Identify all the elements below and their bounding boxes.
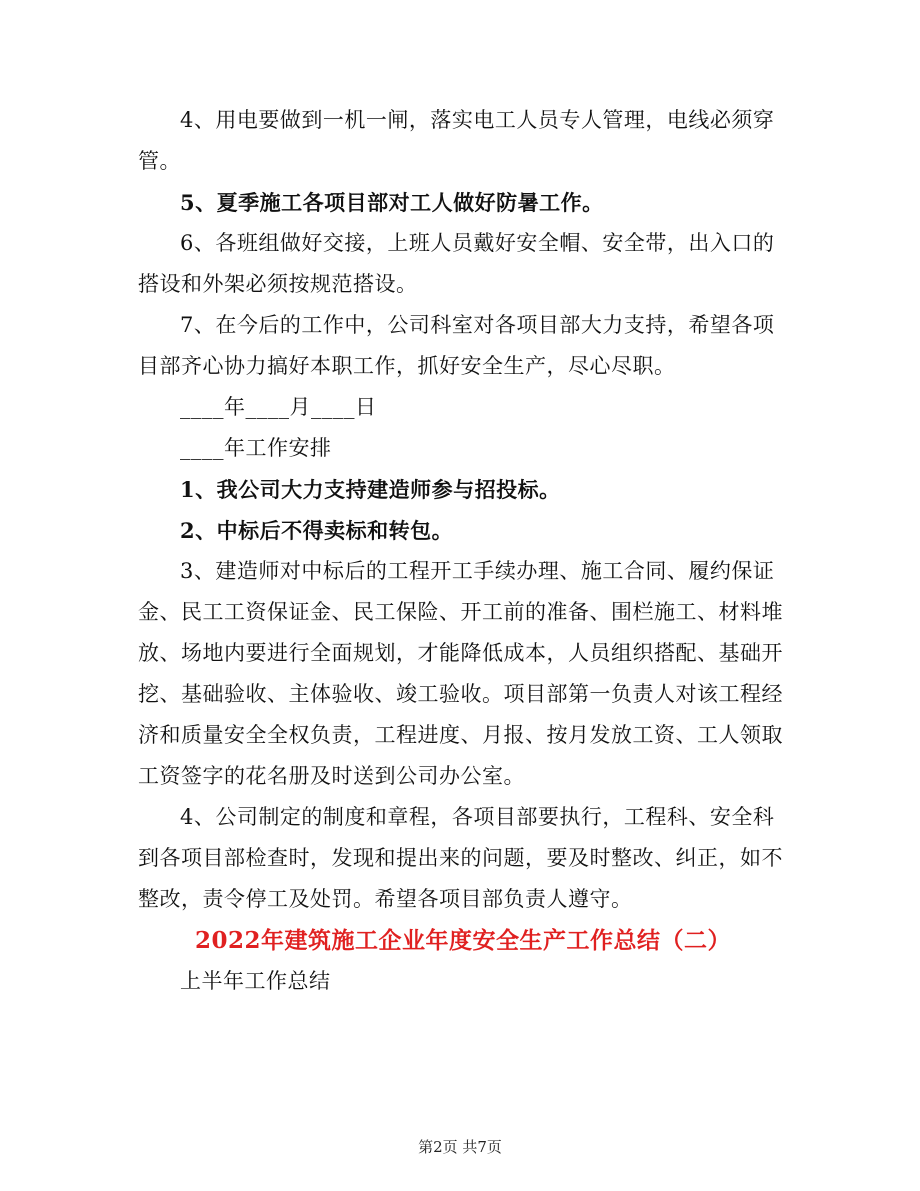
paragraph-9: 3、建造师对中标后的工程开工手续办理、施工合同、履约保证金、民工工资保证金、民工保险、开工前的准备、围栏施工、材料堆放、场地内要进行全面规划，才能降低成本，人员组织搭配、基础开挖、基础验收、主体验收、竣工验收。项目部第一负责人对该工程经济和质量安全全权负责，工程进度、月报、按月发放工资、工人领取工资签字的花名册及时送到公司办公室。 — [138, 559, 783, 788]
date-line: ____年____月____日 — [180, 395, 377, 419]
subsection-heading: 上半年工作总结 — [180, 969, 331, 993]
paragraph-7: 1、我公司大力支持建造师参与招投标。 — [180, 477, 561, 502]
paragraph-10: 4、公司制定的制度和章程，各项目部要执行，工程科、安全科到各项目部检查时，发现和提出来的问题，要及时整改、纠正，如不整改，责令停工及处罚。希望各项目部负责人遵守。 — [138, 805, 783, 911]
document-body — [138, 100, 788, 1002]
page-number: 第2页 共7页 — [418, 1138, 502, 1156]
section-title: 2022年建筑施工企业年度安全生产工作总结（二） — [194, 927, 731, 954]
plan-heading: ____年工作安排 — [180, 436, 332, 460]
paragraph-2: 5、夏季施工各项目部对工人做好防暑工作。 — [180, 190, 604, 215]
paragraph-8: 2、中标后不得卖标和转包。 — [180, 518, 454, 543]
paragraph-4: 7、在今后的工作中，公司科室对各项目部大力支持，希望各项目部齐心协力搞好本职工作，抓好安全生产，尽心尽职。 — [138, 313, 775, 378]
paragraph-3: 6、各班组做好交接，上班人员戴好安全帽、安全带，出入口的搭设和外架必须按规范搭设。 — [138, 231, 775, 296]
paragraph-1: 4、用电要做到一机一闸，落实电工人员专人管理，电线必须穿管。 — [138, 108, 775, 173]
